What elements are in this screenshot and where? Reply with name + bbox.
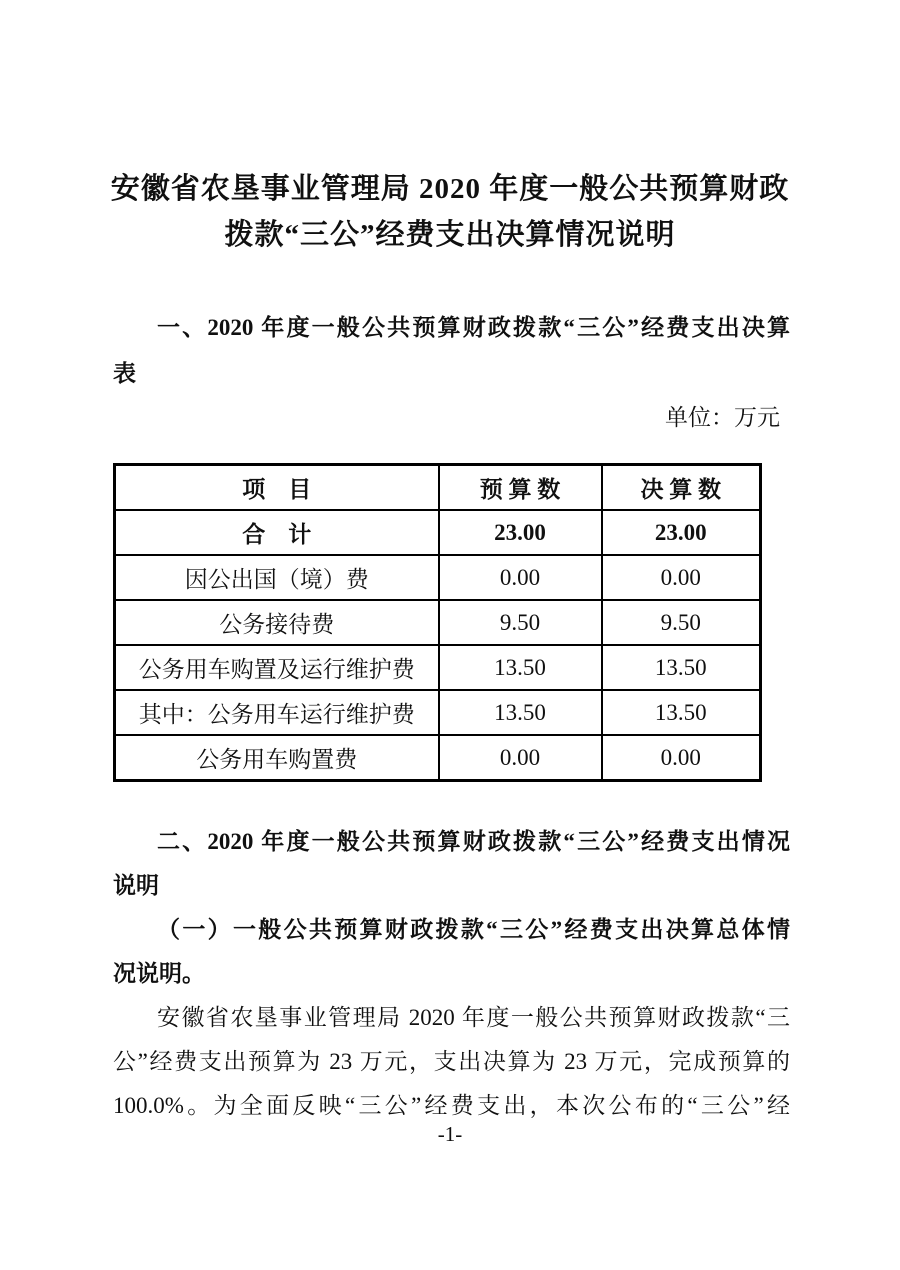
subsection-heading-line-2: 况说明。: [113, 961, 205, 986]
section1-heading-line-2: 表: [113, 361, 136, 386]
document-title: [0, 166, 900, 258]
body-paragraph: [113, 996, 790, 1128]
budget-cell: 9.50: [439, 600, 602, 645]
section2-heading-line-2: 说明: [113, 873, 159, 898]
item-cell: 因公出国（境）费: [115, 555, 439, 600]
item-cell: 公务接待费: [115, 600, 439, 645]
item-cell: 公务用车购置及运行维护费: [115, 645, 439, 690]
budget-cell: 13.50: [439, 690, 602, 735]
budget-cell: 13.50: [439, 645, 602, 690]
budget-cell: 0.00: [439, 555, 602, 600]
document-title-line-1: 安徽省农垦事业管理局 2020 年度一般公共预算财政: [110, 173, 790, 205]
final-cell: 13.50: [602, 645, 761, 690]
header-budget-cell: 预 算 数: [439, 465, 602, 511]
section1-heading-line-1: 一、2020 年度一般公共预算财政拨款“三公”经费支出决算: [157, 315, 790, 340]
table-row-vehicle-total: [115, 645, 761, 690]
final-cell: 0.00: [602, 555, 761, 600]
document-title-line-2: 拨款“三公”经费支出决算情况说明: [224, 219, 676, 251]
header-item-cell: 项 目: [115, 465, 439, 511]
table-row-total: [115, 510, 761, 555]
paragraph-line-1: 安徽省农垦事业管理局 2020 年度一般公共预算财政拨款“三: [157, 1005, 790, 1030]
table-row-abroad: [115, 555, 761, 600]
section2-heading-line-1: 二、2020 年度一般公共预算财政拨款“三公”经费支出情况: [157, 829, 790, 854]
sangong-expense-table: [113, 463, 762, 782]
subsection-heading-line-1: （一）一般公共预算财政拨款“三公”经费支出决算总体情: [157, 917, 790, 942]
budget-cell: 0.00: [439, 735, 602, 781]
table-row-vehicle-operation: [115, 690, 761, 735]
final-cell: 23.00: [602, 510, 761, 555]
table-row-reception: [115, 600, 761, 645]
item-cell: 其中：公务用车运行维护费: [115, 690, 439, 735]
unit-label: 单位：万元: [665, 405, 780, 430]
table-header-row: [115, 465, 761, 511]
paragraph-line-2: 公”经费支出预算为 23 万元，支出决算为 23 万元，完成预算的: [113, 1049, 790, 1074]
section2-subsection-heading: [113, 908, 790, 996]
section2-heading: [113, 820, 790, 908]
paragraph-line-3: 100.0%。为全面反映“三公”经费支出，本次公布的“三公”经: [113, 1093, 790, 1118]
section1-heading: [113, 305, 790, 397]
final-cell: 13.50: [602, 690, 761, 735]
item-cell: 合 计: [115, 510, 439, 555]
final-cell: 0.00: [602, 735, 761, 781]
table-row-vehicle-purchase: [115, 735, 761, 781]
budget-cell: 23.00: [439, 510, 602, 555]
page-number: -1-: [437, 1122, 463, 1146]
header-final-cell: 决 算 数: [602, 465, 761, 511]
item-cell: 公务用车购置费: [115, 735, 439, 781]
final-cell: 9.50: [602, 600, 761, 645]
